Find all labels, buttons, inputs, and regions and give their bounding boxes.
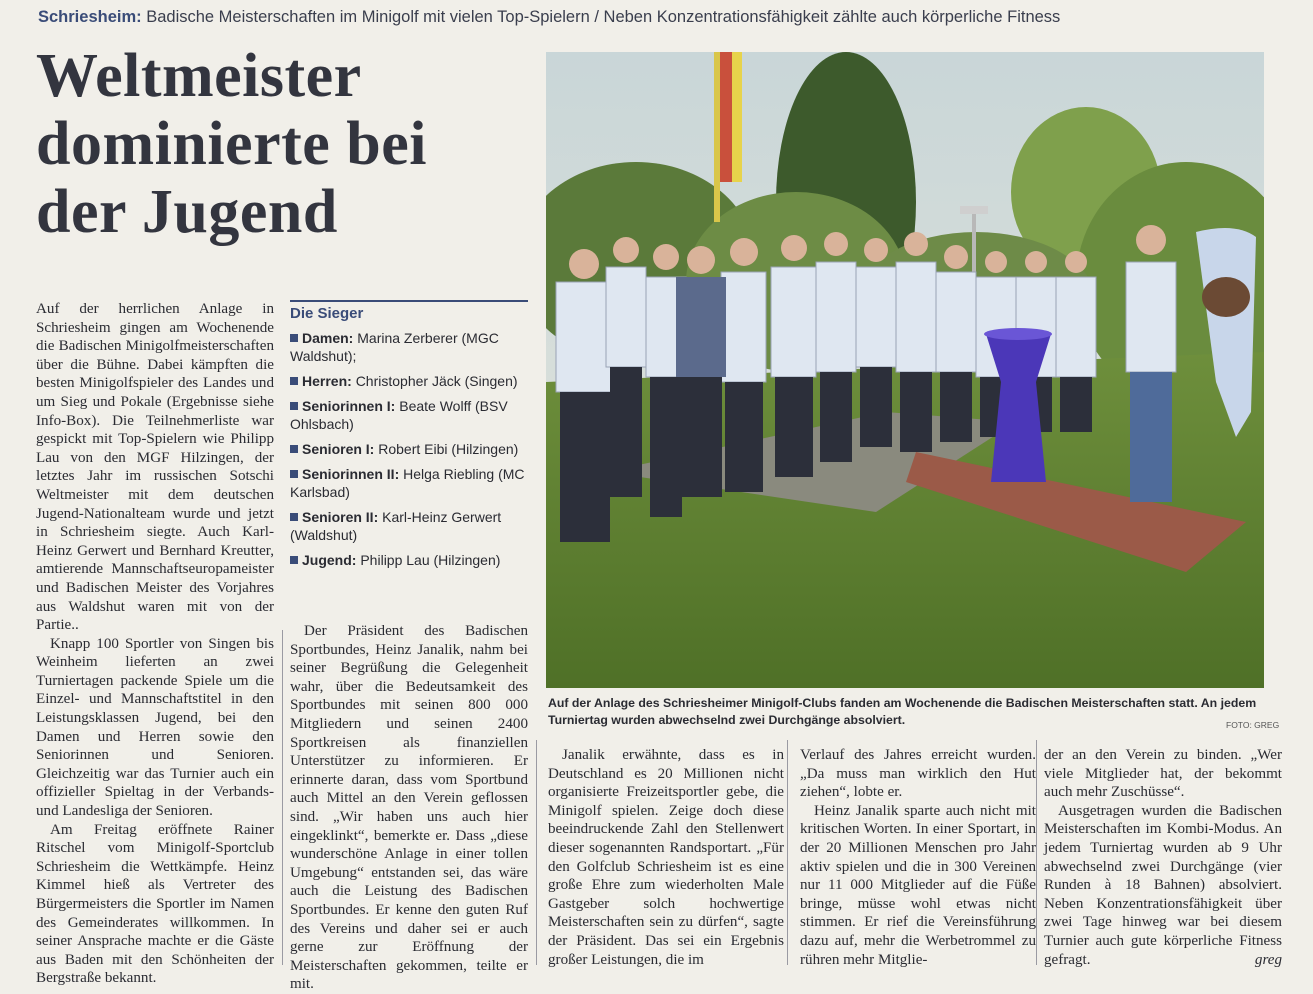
winner-item [290, 508, 528, 544]
author-signature: greg [1254, 951, 1282, 968]
bullet-square-icon [290, 513, 298, 521]
article-column-2 [290, 622, 528, 994]
article-column-1 [36, 300, 274, 988]
bullet-square-icon [290, 377, 298, 385]
winner-name: Helga Riebling (MC Karlsbad) [290, 466, 525, 500]
headline-line-3: der Jugend [36, 178, 338, 246]
winner-item [290, 465, 528, 501]
winner-category: Seniorinnen I: [302, 398, 396, 414]
winner-category: Damen: [302, 330, 354, 346]
column-divider [787, 740, 788, 965]
column-1-paragraph-1: Auf der herrlichen Anlage in Schriesheim gingen am Wochenende die Badischen Minigolfmeisterschaften über die Bühne. Dabei kämpften die besten Minigolfspieler des Landes und um Sieg und Pokale (Ergebnisse siehe Info-Box). Die Teilnehmerliste war gespickt mit Top-Spielern wie Philipp Lau von den MGF Hilzingen, der letztes Jahr im russischen Sotschi Weltmeister mit dem deutschen Jugend-Nationalteam wurde und jetzt in Schriesheim siegte. Auch Karl-Heinz Gerwert und Bernhard Kreutter, amtierende Mannschaftseuropameister und Badischen Meister des Vorjahres aus Waldshut waren mit von der Partie.. [36, 301, 274, 634]
winner-name: Robert Eibi (Hilzingen) [378, 441, 519, 457]
headline-line-2: dominierte bei [36, 110, 427, 178]
winner-item [290, 551, 528, 569]
article-column-5 [1044, 746, 1282, 969]
bullet-square-icon [290, 402, 298, 410]
infobox-rule [290, 300, 528, 302]
column-divider [1036, 740, 1037, 965]
infobox-title: Die Sieger [290, 305, 364, 322]
photo-caption: Auf der Anlage des Schriesheimer Minigolf-Clubs fanden am Wochenende die Badischen Meisterschaften statt. An jedem Turniertag wurden abwechselnd zwei Durchgänge absolviert. [548, 696, 1257, 727]
column-2-paragraph-1: Der Präsident des Badischen Sportbundes, Heinz Janalik, nahm bei seiner Begrüßung die Gelegenheit wahr, über die Bedeutsamkeit des Sportbundes mit seinen 800 000 Mitgliedern und seinen 2400 Sportkreisen als finanziellen Unterstützer zu informieren. Er erinnerte daran, dass vom Sportbund auch Mittel an den Verein geflossen sind. „Wir haben uns auch hier eingeklinkt“, bemerkte er. Dass „diese wunderschöne Anlage in einer tollen Umgebung“ entstanden sei, das wäre auch die Leistung des Badischen Sportbundes. Er kenne den guten Ruf des Vereins und daher sei er auch gerne zur Eröffnung der Meisterschaften gekommen, teilte er mit. [290, 623, 528, 993]
bullet-square-icon [290, 556, 298, 564]
winner-item [290, 372, 528, 390]
article-photo [546, 52, 1264, 688]
column-1-paragraph-3: Am Freitag eröffnete Rainer Ritschel vom Minigolf-Sportclub Schriesheim die Wettkämpfe. Heinz Kimmel hieß als Vertreter des Bürgermeisters die Sportler im Namen des Gemeinderates willkommen. In seiner Ansprache machte er die Gäste aus Baden mit den Schönheiten der Bergstraße bekannt. [36, 821, 274, 987]
kicker-place: Schriesheim: [38, 8, 142, 26]
winner-item [290, 329, 528, 365]
winner-name: Karl-Heinz Gerwert (Waldshut) [290, 509, 502, 543]
column-5-paragraph-2 [1044, 802, 1282, 969]
column-divider [536, 740, 537, 965]
bullet-square-icon [290, 470, 298, 478]
winner-name: Marina Zerberer (MGC Waldshut); [290, 330, 499, 364]
winner-category: Seniorinnen II: [302, 466, 400, 482]
winner-category: Senioren II: [302, 509, 379, 525]
winner-name: Christopher Jäck (Singen) [355, 373, 518, 389]
winner-category: Herren: [302, 373, 352, 389]
headline [36, 42, 546, 246]
column-3-paragraph-1: Janalik erwähnte, dass es in Deutschland es 20 Millionen nicht organisierte Freizeitsportler gebe, die Minigolf spielen. Zeige doch diese beeindruckende Zahl den Stellenwert dieser sogenannten Randsportart. „Für den Golfclub Schriesheim ist es eine große Ehre zum wiederholten Male Gastgeber solch hochwertige Meisterschaften sein zu dürfen“, sagte der Präsident. Das sei ein Ergebnis großer Leistungen, die im [548, 747, 784, 968]
kicker-text: Badische Meisterschaften im Minigolf mit vielen Top-Spielern / Neben Konzentrationsfähigkeit zählte auch körperliche Fitness [146, 8, 1061, 26]
winner-name: Beate Wolff (BSV Ohlsbach) [290, 398, 508, 432]
winners-infobox [290, 300, 528, 576]
photo-credit: FOTO: GREG [1226, 720, 1280, 730]
winner-name: Philipp Lau (Hilzingen) [360, 552, 501, 568]
winner-item [290, 440, 528, 458]
headline-line-1: Weltmeister [36, 42, 362, 110]
bullet-square-icon [290, 334, 298, 342]
column-4-paragraph-1: Verlauf des Jahres erreicht wurden. „Da muss man wirklich den Hut ziehen“, lobte er. [800, 747, 1036, 801]
winner-category: Jugend: [302, 552, 357, 568]
column-4-paragraph-2: Heinz Janalik sparte auch nicht mit kritischen Worten. In einer Sportart, in der 20 Millionen Menschen pro Jahr aktiv spielen und die in 300 Vereinen nur 11 000 Mitglieder auf die Füße bringe, müsse wohl etwas nicht stimmen. Er rief die Vereinsführung dazu auf, mehr die Werbetrommel zu rühren mehr Mitglie- [800, 802, 1036, 968]
column-5-paragraph-1: der an den Verein zu binden. „Wer viele Mitglieder hat, der bekommt auch mehr Zuschüsse“. [1044, 747, 1282, 801]
column-5-paragraph-2-text: Ausgetragen wurden die Badischen Meisterschaften im Kombi-Modus. An jedem Turniertag wurden ab 9 Uhr abwechselnd zwei Durchgänge (vier Runden à 18 Bahnen) absolviert. Neben Konzentrationsfähigkeit über zwei Tage hinweg war bei diesem Turnier auch gute körperliche Fitness gefragt. [1044, 802, 1282, 968]
winner-item [290, 397, 528, 433]
group-photo-illustration [546, 52, 1264, 688]
article-column-3 [548, 746, 784, 969]
article-column-4 [800, 746, 1036, 969]
bullet-square-icon [290, 445, 298, 453]
winner-category: Senioren I: [302, 441, 375, 457]
column-1-paragraph-2: Knapp 100 Sportler von Singen bis Weinheim lieferten an zwei Turniertagen packende Spiele um die Einzel- und Mannschaftstitel in den Leistungsklassen Jugend, bei den Damen und Herren sowie den Seniorinnen und Senioren. Gleichzeitig war das Turnier auch ein offizieller Spieltag in der Verbands- und Landesliga der Senioren. [36, 635, 274, 820]
column-divider [282, 630, 283, 965]
kicker-line [38, 8, 1298, 27]
